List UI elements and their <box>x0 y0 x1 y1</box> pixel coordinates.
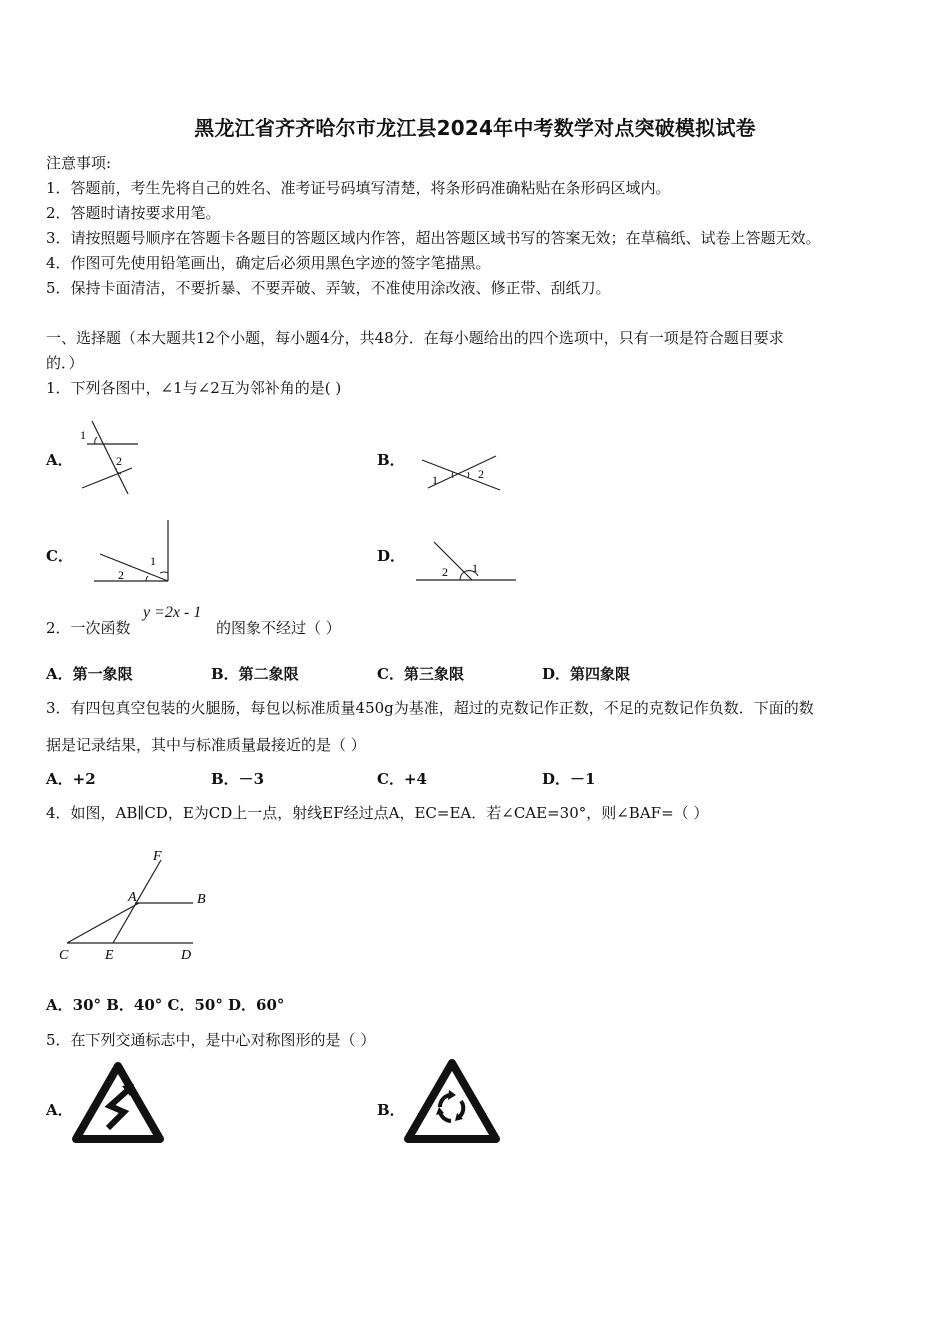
angle-2-label: 2 <box>478 467 484 481</box>
q4-stem: 4．如图，AB∥CD，E为CD上一点，射线EF经过点A，EC=EA．若∠CAE=30°，则∠BAF=（ ） <box>46 804 709 822</box>
point-e: E <box>105 948 114 963</box>
notice-item: 5．保持卡面清洁，不要折暴、不要弄破、弄皱，不准使用涂改液、修正带、刮纸刀。 <box>46 279 611 297</box>
notice-item: 2．答题时请按要求用笔。 <box>46 204 221 222</box>
q5-sign-b-roundabout-icon <box>403 1057 501 1145</box>
angle-1-label: 1 <box>472 561 478 575</box>
q1-option-d-label: D． <box>377 547 406 565</box>
notice-heading: 注意事项: <box>46 154 112 172</box>
q1-figure-d <box>414 538 524 588</box>
angle-1-label: 1 <box>80 428 86 442</box>
q5-stem: 5．在下列交通标志中，是中心对称图形的是（ ） <box>46 1031 376 1049</box>
angle-1-label: 1 <box>432 473 438 487</box>
q1-option-a-label: A． <box>46 451 73 469</box>
q4-options: A．30° B．40° C．50° D．60° <box>46 996 285 1014</box>
angle-1-label: 1 <box>150 554 156 568</box>
q2-option-a: A．第一象限 <box>46 665 133 683</box>
q2-option-c: C．第三象限 <box>377 665 464 683</box>
angle-2-label: 2 <box>118 568 124 582</box>
q1-option-c-label: C． <box>46 547 73 565</box>
section-heading-cont: 的．） <box>46 354 84 372</box>
q5-option-b-label: B． <box>377 1101 405 1119</box>
angle-2-label: 2 <box>116 454 122 468</box>
q1-figure-a <box>70 418 150 498</box>
q3-option-c: C．+4 <box>377 770 427 788</box>
q2-formula: y =2x - 1 <box>143 604 202 621</box>
q3-stem: 3．有四包真空包装的火腿肠，每包以标准质量450g为基准，超过的克数记作正数，不足的克数记作负数．下面的数 <box>46 699 814 717</box>
point-c: C <box>59 948 69 963</box>
q3-option-d: D．－1 <box>542 770 596 788</box>
q4-figure <box>55 845 215 965</box>
q1-figure-b <box>418 448 508 498</box>
point-d: D <box>181 948 192 963</box>
q3-stem-cont: 据是记录结果，其中与标准质量最接近的是（ ） <box>46 736 366 754</box>
q2-option-b: B．第二象限 <box>211 665 299 683</box>
point-b: B <box>197 892 206 907</box>
q2-option-d: D．第四象限 <box>542 665 631 683</box>
q2-stem-suffix: 的图象不经过（ ） <box>216 619 341 637</box>
q5-sign-a-zigzag-road-icon <box>72 1062 164 1144</box>
q1-option-b-label: B． <box>377 451 405 469</box>
q3-option-a: A．+2 <box>46 770 96 788</box>
q1-figure-c <box>90 518 180 588</box>
page-title: 黑龙江省齐齐哈尔市龙江县2024年中考数学对点突破模拟试卷 <box>194 116 756 140</box>
angle-2-label: 2 <box>442 565 448 579</box>
notice-item: 1．答题前，考生先将自己的姓名、准考证号码填写清楚，将条形码准确粘贴在条形码区域内。 <box>46 179 671 197</box>
q1-stem: 1．下列各图中，∠1与∠2互为邻补角的是( ) <box>46 379 342 397</box>
section-heading: 一、选择题（本大题共12个小题，每小题4分，共48分．在每小题给出的四个选项中，只有一项是符合题目要求 <box>46 329 784 347</box>
notice-item: 4．作图可先使用铅笔画出，确定后必须用黑色字迹的签字笔描黑。 <box>46 254 491 272</box>
q5-option-a-label: A． <box>46 1101 73 1119</box>
q2-stem-prefix: 2．一次函数 <box>46 619 131 637</box>
point-f: F <box>153 849 162 864</box>
notice-item: 3．请按照题号顺序在答题卡各题目的答题区域内作答，超出答题区域书写的答案无效；在草稿纸、试卷上答题无效。 <box>46 229 821 247</box>
point-a: A <box>128 890 137 905</box>
q3-option-b: B．－3 <box>211 770 265 788</box>
